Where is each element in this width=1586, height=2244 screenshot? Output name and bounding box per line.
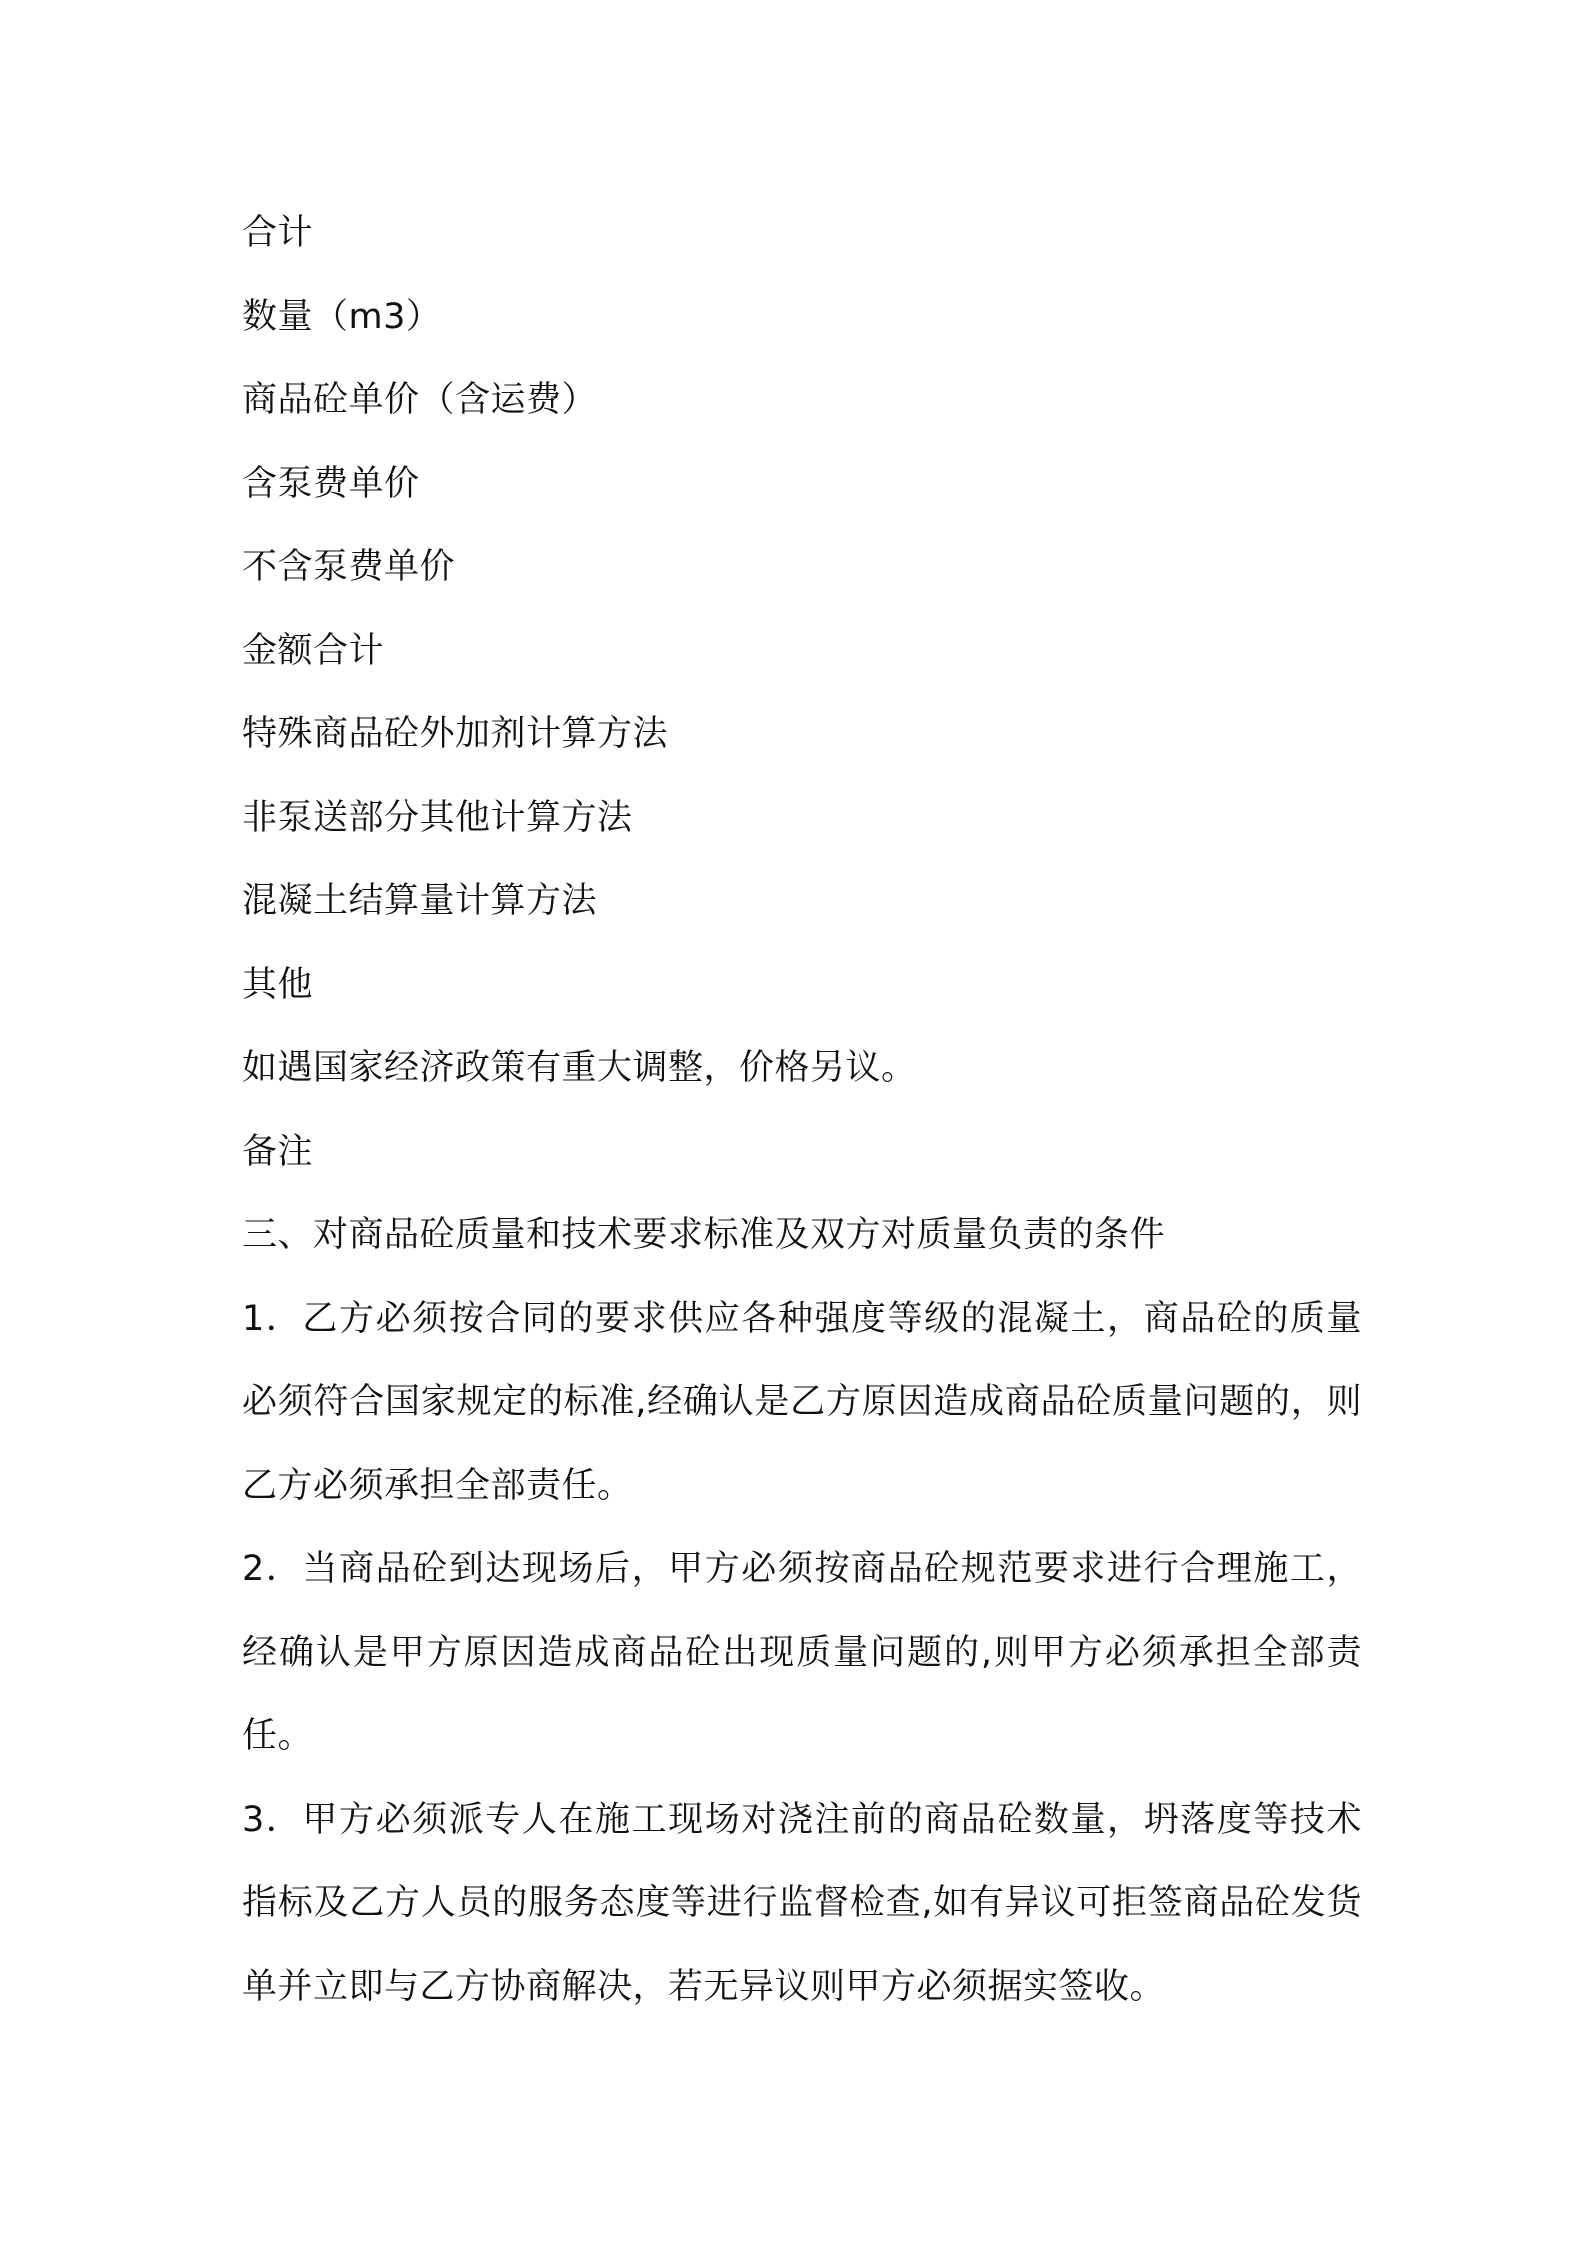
label-total: 合计: [242, 213, 314, 253]
section-heading-quality: 三、对商品砼质量和技术要求标准及双方对质量负责的条件: [242, 1215, 1166, 1255]
label-quantity: 数量（m3）: [242, 296, 442, 337]
price-adjustment-note: 如遇国家经济政策有重大调整，价格另议。: [242, 1048, 917, 1088]
label-non-pump-calculation: 非泵送部分其他计算方法: [242, 797, 633, 838]
label-other: 其他: [242, 964, 314, 1005]
label-settlement-calculation: 混凝土结算量计算方法: [242, 881, 598, 921]
label-amount-total: 金额合计: [242, 630, 385, 671]
label-unit-price-with-pump: 含泵费单价: [242, 463, 420, 504]
clause-2: 2．当商品砼到达现场后，甲方必须按商品砼规范要求进行合理施工，经确认是甲方原因造成商品砼出现质量问题的,则甲方必须承担全部责任。: [242, 1549, 1362, 1756]
clause-1: 1．乙方必须按合同的要求供应各种强度等级的混凝土，商品砼的质量必须符合国家规定的标准,经确认是乙方原因造成商品砼质量问题的，则乙方必须承担全部责任。: [242, 1298, 1362, 1506]
clause-3: 3．甲方必须派专人在施工现场对浇注前的商品砼数量，坍落度等技术指标及乙方人员的服务态度等进行监督检查,如有异议可拒签商品砼发货单并立即与乙方协商解决，若无异议则甲方必须据实签收。: [242, 1799, 1362, 2007]
label-unit-price-with-transport: 商品砼单价（含运费）: [242, 380, 598, 420]
label-admixture-calculation: 特殊商品砼外加剂计算方法: [242, 714, 669, 754]
label-remarks: 备注: [242, 1131, 314, 1172]
label-unit-price-without-pump: 不含泵费单价: [242, 547, 456, 587]
document-body: [242, 192, 1362, 2029]
